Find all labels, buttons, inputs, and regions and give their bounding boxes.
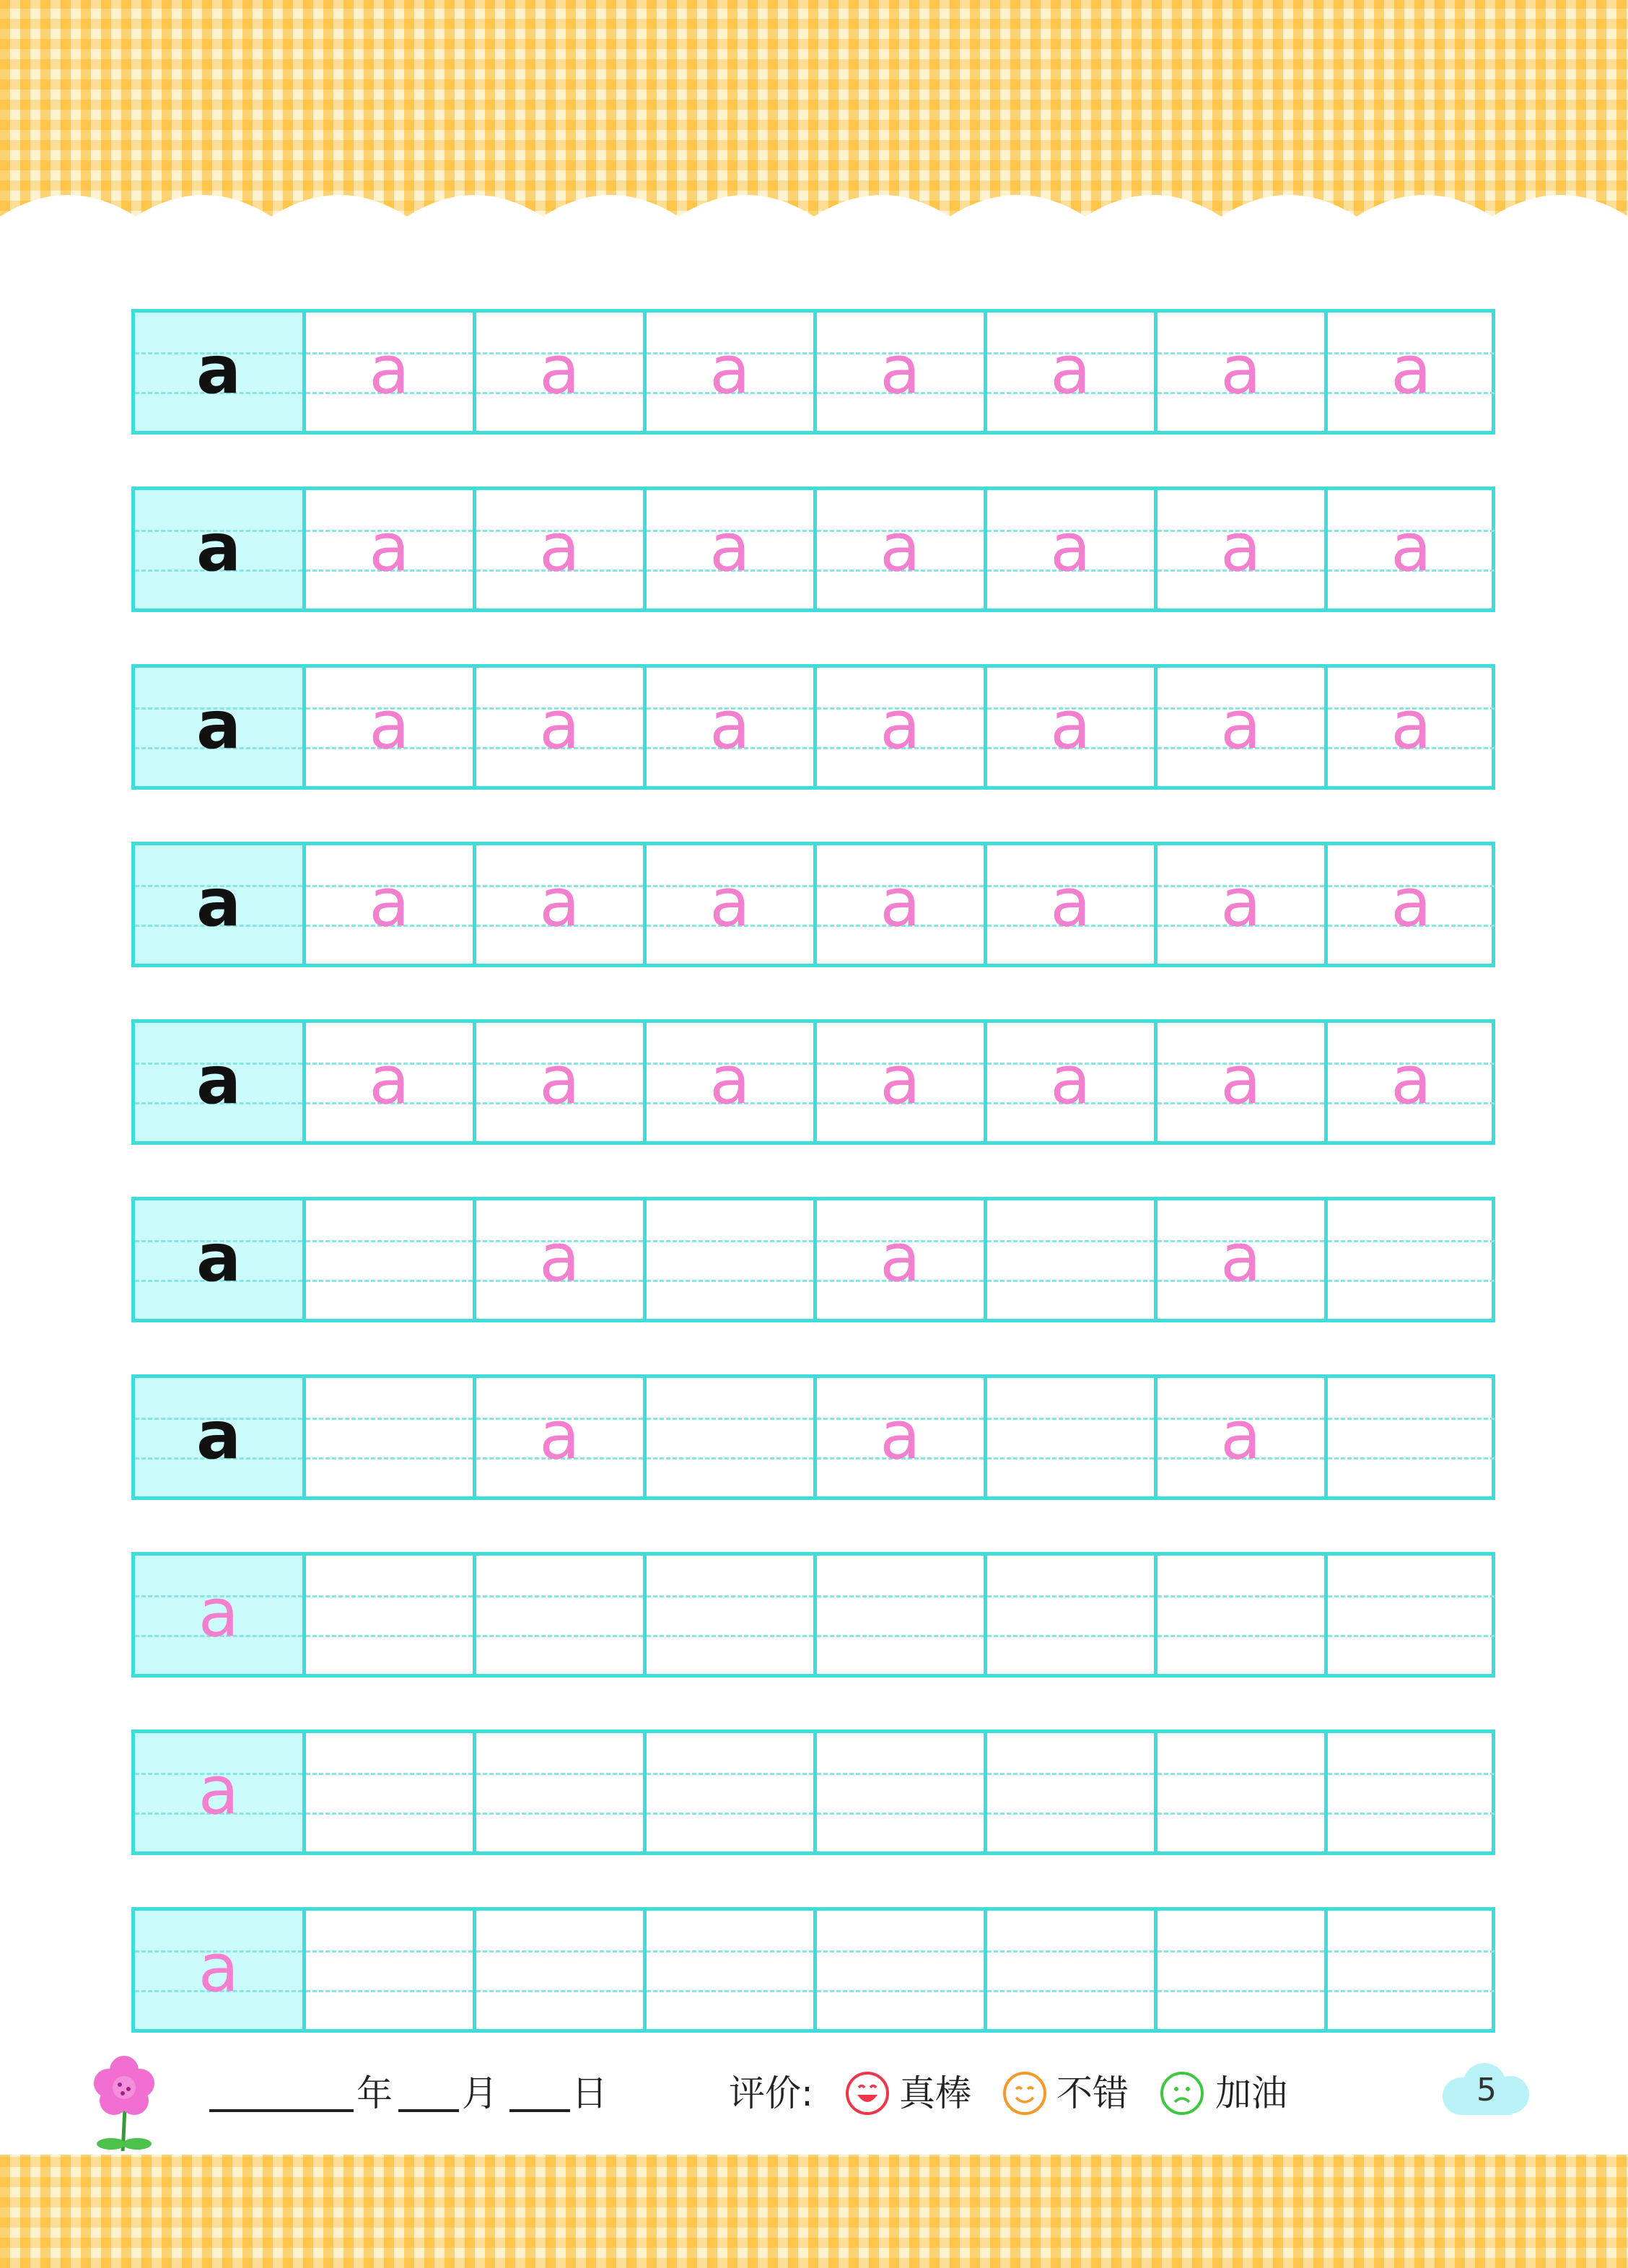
practice-row	[131, 1019, 1495, 1145]
year-label: 年	[356, 2072, 393, 2114]
practice-cell[interactable]	[473, 845, 643, 964]
practice-cell[interactable]	[813, 845, 984, 964]
guide-line	[306, 1773, 473, 1775]
rating-keep-trying-label: 加油	[1215, 2072, 1287, 2114]
trace-letter: a	[880, 686, 921, 764]
practice-cell[interactable]	[473, 1556, 643, 1674]
model-cell	[135, 490, 302, 609]
practice-cell[interactable]	[643, 845, 813, 964]
practice-row	[131, 487, 1495, 612]
guide-line	[987, 1457, 1154, 1460]
guide-line	[306, 1635, 473, 1637]
guide-line	[1328, 1418, 1494, 1420]
model-cell	[135, 668, 302, 786]
guide-line	[476, 1950, 643, 1953]
month-blank[interactable]	[398, 2109, 459, 2112]
model-letter: a	[196, 331, 242, 409]
model-letter: a	[196, 686, 242, 764]
practice-cell[interactable]	[984, 668, 1154, 786]
practice-cell[interactable]	[984, 313, 1154, 431]
trace-letter: a	[1391, 864, 1432, 941]
trace-letter: a	[880, 864, 921, 941]
guide-line	[1328, 1813, 1494, 1815]
practice-cell[interactable]	[1154, 845, 1324, 964]
guide-line	[1328, 1950, 1494, 1953]
practice-cell[interactable]	[1154, 1200, 1324, 1319]
practice-cell[interactable]	[643, 1911, 813, 2029]
practice-cell[interactable]	[302, 1023, 473, 1141]
guide-line	[647, 1595, 813, 1597]
guide-line	[817, 1595, 984, 1597]
trace-letter: a	[369, 1042, 410, 1119]
practice-cell[interactable]	[1324, 1911, 1494, 2029]
guide-line	[476, 1990, 643, 1992]
footer	[0, 2043, 1628, 2144]
practice-cell[interactable]	[302, 313, 473, 431]
model-cell	[135, 845, 302, 964]
trace-letter: a	[709, 1042, 750, 1119]
practice-cell[interactable]	[643, 313, 813, 431]
trace-letter: a	[539, 1042, 580, 1119]
trace-letter: a	[539, 1219, 580, 1296]
model-letter: a	[196, 509, 242, 586]
guide-line	[987, 1950, 1154, 1953]
practice-cell[interactable]	[984, 1200, 1154, 1319]
trace-letter: a	[1050, 1042, 1091, 1119]
guide-line	[306, 1990, 473, 1992]
rating-great-label: 真棒	[899, 2072, 971, 2114]
guide-line	[817, 1813, 984, 1815]
trace-letter: a	[880, 331, 921, 409]
practice-cell[interactable]	[813, 1378, 984, 1496]
model-letter: a	[198, 1929, 240, 2007]
practice-cell[interactable]	[1324, 1378, 1494, 1496]
practice-cell[interactable]	[813, 1911, 984, 2029]
trace-letter: a	[1220, 509, 1261, 586]
practice-cell[interactable]	[302, 1556, 473, 1674]
guide-line	[1157, 1950, 1324, 1953]
model-letter: a	[196, 1397, 242, 1474]
trace-letter: a	[1050, 509, 1091, 586]
guide-line	[476, 1813, 643, 1815]
practice-cell[interactable]	[473, 1733, 643, 1852]
practice-row	[131, 1197, 1495, 1322]
trace-letter: a	[1220, 864, 1261, 941]
practice-cell[interactable]	[1154, 490, 1324, 609]
model-letter: a	[198, 1752, 240, 1829]
guide-line	[817, 1635, 984, 1637]
guide-line	[306, 1595, 473, 1597]
practice-cell[interactable]	[643, 1378, 813, 1496]
scallop-edge	[0, 173, 1628, 238]
guide-line	[987, 1595, 1154, 1597]
practice-cell[interactable]	[813, 668, 984, 786]
model-cell	[135, 1911, 302, 2029]
model-cell	[135, 1023, 302, 1141]
page-number: 5	[1476, 2072, 1497, 2108]
trace-letter: a	[1220, 331, 1261, 409]
practice-cell[interactable]	[643, 1733, 813, 1852]
practice-cell[interactable]	[813, 1200, 984, 1319]
trace-letter: a	[539, 686, 580, 764]
model-cell	[135, 1556, 302, 1674]
guide-line	[1157, 1773, 1324, 1775]
trace-letter: a	[369, 331, 410, 409]
practice-row	[131, 664, 1495, 790]
practice-cell[interactable]	[643, 490, 813, 609]
practice-row	[131, 309, 1495, 435]
practice-cell[interactable]	[813, 1023, 984, 1141]
trace-letter: a	[1391, 331, 1432, 409]
practice-cell[interactable]	[1154, 668, 1324, 786]
practice-cell[interactable]	[302, 1733, 473, 1852]
guide-line	[1157, 1635, 1324, 1637]
trace-letter: a	[709, 686, 750, 764]
guide-line	[987, 1418, 1154, 1420]
scallop-path	[0, 195, 1628, 238]
trace-letter: a	[709, 864, 750, 941]
day-blank[interactable]	[509, 2109, 570, 2112]
practice-cell[interactable]	[643, 1556, 813, 1674]
practice-row	[131, 1730, 1495, 1855]
trace-letter: a	[1050, 331, 1091, 409]
guide-line	[1157, 1813, 1324, 1815]
guide-line	[476, 1635, 643, 1637]
guide-line	[306, 1418, 473, 1420]
practice-cell[interactable]	[302, 845, 473, 964]
trace-letter: a	[1220, 1397, 1261, 1474]
day-label: 日	[572, 2072, 608, 2114]
trace-letter: a	[1220, 686, 1261, 764]
guide-line	[1328, 1280, 1494, 1282]
practice-cell[interactable]	[473, 1200, 643, 1319]
guide-line	[647, 1990, 813, 1992]
practice-cell[interactable]	[984, 1911, 1154, 2029]
practice-row	[131, 1374, 1495, 1500]
practice-cell[interactable]	[1324, 1200, 1494, 1319]
guide-line	[1328, 1990, 1494, 1992]
practice-cell[interactable]	[984, 845, 1154, 964]
guide-line	[1328, 1595, 1494, 1597]
trace-letter: a	[1220, 1042, 1261, 1119]
trace-letter: a	[539, 509, 580, 586]
practice-cell[interactable]	[984, 1023, 1154, 1141]
guide-line	[817, 1950, 984, 1953]
guide-line	[647, 1457, 813, 1460]
guide-line	[987, 1813, 1154, 1815]
practice-cell[interactable]	[1154, 1911, 1324, 2029]
year-blank[interactable]	[209, 2109, 354, 2112]
guide-line	[476, 1773, 643, 1775]
guide-line	[1328, 1635, 1494, 1637]
trace-letter: a	[1220, 1219, 1261, 1296]
practice-cell[interactable]	[1324, 490, 1494, 609]
trace-letter: a	[369, 864, 410, 941]
guide-line	[987, 1240, 1154, 1242]
guide-line	[306, 1457, 473, 1460]
practice-cell[interactable]	[643, 1023, 813, 1141]
practice-cell[interactable]	[1154, 313, 1324, 431]
guide-line	[306, 1280, 473, 1282]
practice-cell[interactable]	[1324, 313, 1494, 431]
practice-cell[interactable]	[473, 1023, 643, 1141]
model-cell	[135, 313, 302, 431]
rating-good-label: 不错	[1056, 2072, 1129, 2114]
practice-cell[interactable]	[1324, 668, 1494, 786]
trace-letter: a	[709, 331, 750, 409]
guide-line	[647, 1773, 813, 1775]
trace-letter: a	[539, 864, 580, 941]
guide-line	[647, 1635, 813, 1637]
guide-line	[476, 1595, 643, 1597]
guide-line	[647, 1418, 813, 1420]
flower-icon	[81, 2043, 167, 2158]
model-letter: a	[198, 1574, 240, 1652]
trace-letter: a	[880, 1219, 921, 1296]
practice-cell[interactable]	[473, 1911, 643, 2029]
rating-label: 评价:	[729, 2072, 813, 2114]
practice-cell[interactable]	[302, 490, 473, 609]
practice-cell[interactable]	[813, 490, 984, 609]
guide-line	[647, 1813, 813, 1815]
trace-letter: a	[369, 686, 410, 764]
practice-cell[interactable]	[643, 668, 813, 786]
writing-grid	[131, 309, 1495, 2085]
model-cell	[135, 1733, 302, 1852]
guide-line	[306, 1240, 473, 1242]
practice-row	[131, 1907, 1495, 2033]
guide-line	[987, 1280, 1154, 1282]
practice-cell[interactable]	[984, 1556, 1154, 1674]
trace-letter: a	[539, 331, 580, 409]
bottom-gingham-border	[0, 2155, 1628, 2268]
model-letter: a	[196, 1042, 242, 1119]
model-cell	[135, 1378, 302, 1496]
trace-letter: a	[1391, 509, 1432, 586]
practice-cell[interactable]	[473, 1378, 643, 1496]
practice-cell[interactable]	[302, 668, 473, 786]
practice-cell[interactable]	[1324, 845, 1494, 964]
trace-letter: a	[880, 1042, 921, 1119]
month-label: 月	[462, 2072, 498, 2114]
trace-letter: a	[1050, 686, 1091, 764]
frown-face-icon[interactable]	[1159, 2070, 1205, 2116]
big-smile-face-icon[interactable]	[844, 2070, 890, 2116]
trace-letter: a	[880, 1397, 921, 1474]
practice-cell[interactable]	[473, 490, 643, 609]
guide-line	[1328, 1240, 1494, 1242]
smile-face-icon[interactable]	[1002, 2070, 1048, 2116]
trace-letter: a	[539, 1397, 580, 1474]
practice-cell[interactable]	[1154, 1023, 1324, 1141]
practice-cell[interactable]	[473, 668, 643, 786]
practice-cell[interactable]	[643, 1200, 813, 1319]
model-letter: a	[196, 864, 242, 941]
guide-line	[987, 1990, 1154, 1992]
practice-cell[interactable]	[813, 1556, 984, 1674]
practice-row	[131, 1552, 1495, 1678]
guide-line	[817, 1990, 984, 1992]
guide-line	[817, 1773, 984, 1775]
practice-cell[interactable]	[302, 1200, 473, 1319]
practice-cell[interactable]	[984, 490, 1154, 609]
practice-cell[interactable]	[984, 1378, 1154, 1496]
practice-cell[interactable]	[302, 1378, 473, 1496]
trace-letter: a	[880, 509, 921, 586]
trace-letter: a	[709, 509, 750, 586]
trace-letter: a	[1391, 686, 1432, 764]
guide-line	[987, 1635, 1154, 1637]
model-letter: a	[196, 1219, 242, 1296]
practice-cell[interactable]	[473, 313, 643, 431]
guide-line	[1157, 1990, 1324, 1992]
practice-cell[interactable]	[813, 313, 984, 431]
guide-line	[306, 1950, 473, 1953]
practice-row	[131, 842, 1495, 967]
practice-cell[interactable]	[302, 1911, 473, 2029]
guide-line	[306, 1813, 473, 1815]
guide-line	[1157, 1595, 1324, 1597]
guide-line	[987, 1773, 1154, 1775]
trace-letter: a	[369, 509, 410, 586]
trace-letter: a	[1391, 1042, 1432, 1119]
practice-cell[interactable]	[813, 1733, 984, 1852]
practice-cell[interactable]	[1154, 1733, 1324, 1852]
practice-cell[interactable]	[1324, 1023, 1494, 1141]
practice-cell[interactable]	[1154, 1378, 1324, 1496]
practice-cell[interactable]	[1324, 1733, 1494, 1852]
model-cell	[135, 1200, 302, 1319]
guide-line	[1328, 1773, 1494, 1775]
guide-line	[647, 1240, 813, 1242]
practice-cell[interactable]	[1324, 1556, 1494, 1674]
practice-cell[interactable]	[1154, 1556, 1324, 1674]
guide-line	[647, 1950, 813, 1953]
guide-line	[1328, 1457, 1494, 1460]
trace-letter: a	[1050, 864, 1091, 941]
practice-cell[interactable]	[984, 1733, 1154, 1852]
guide-line	[647, 1280, 813, 1282]
